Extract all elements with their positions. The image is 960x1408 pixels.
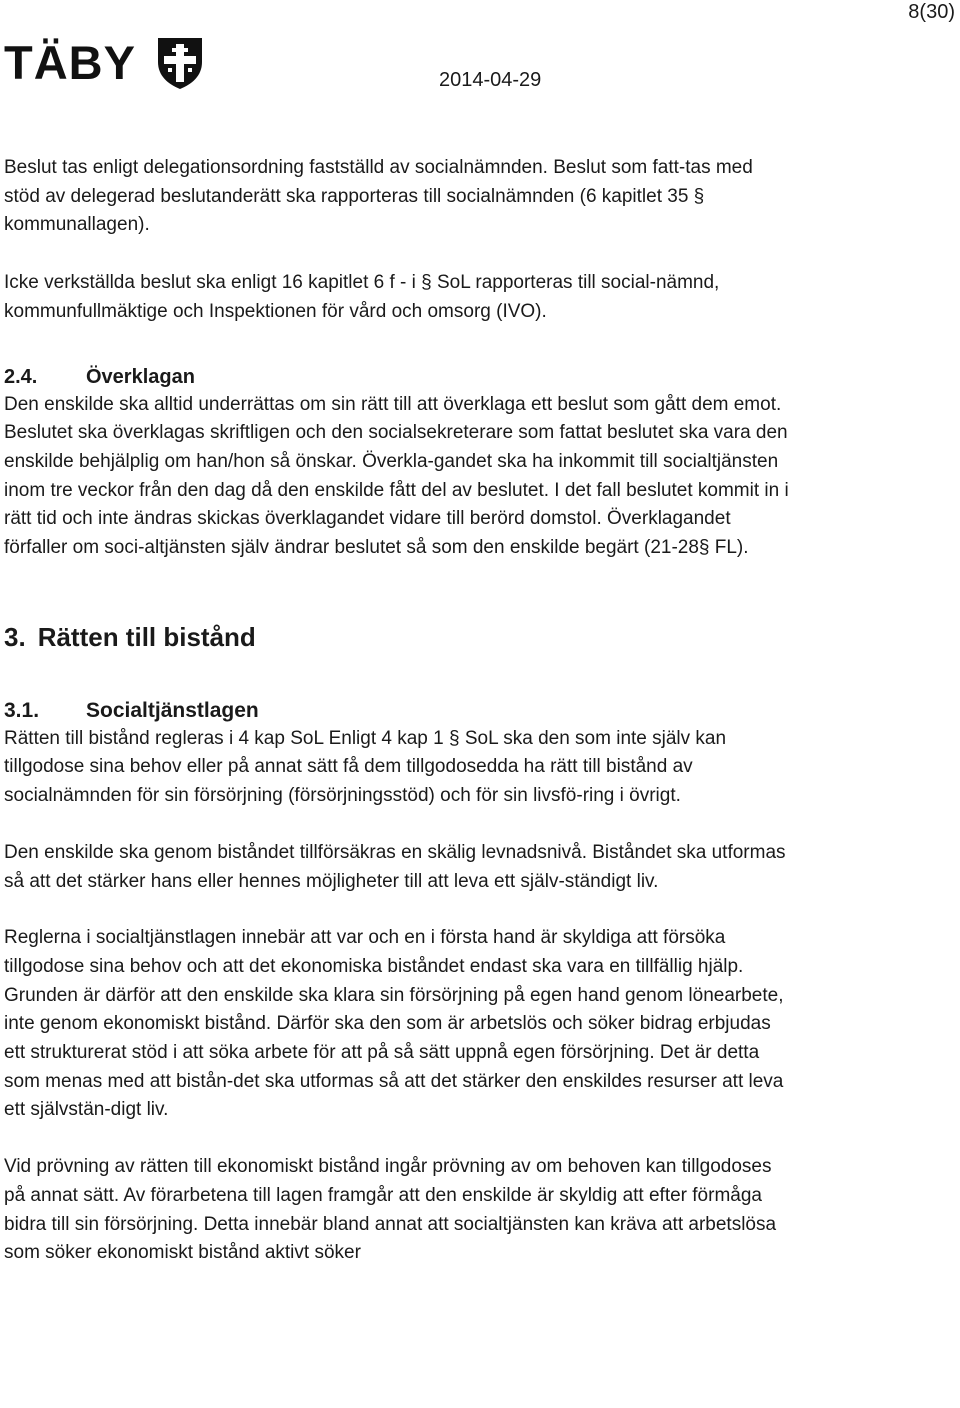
section-title: Socialtjänstlagen	[86, 698, 259, 722]
paragraph-assessment: Vid prövning av rätten till ekonomiskt bistånd ingår prövning av om behoven kan tillgodoses på annat sätt. Av förarbetena till lagen framgår att den enskilde är skyldig att efter förmåga bidra till sin försörjning. Detta innebär bland annat att socialtjänsten kan kräva att arbetslösa som söker ekonomiskt bistånd aktivt söker	[4, 1156, 777, 1264]
paragraph-delegation: Beslut tas enligt delegationsordning fastställd av socialnämnden. Beslut som fatt-tas med stöd av delegerad beslutanderätt ska rapporteras till socialnämnden (6 kapitlet 35 § kommunallagen).	[4, 157, 753, 236]
section-heading-3	[4, 621, 790, 653]
paragraph-right-to-assistance: Rätten till bistånd regleras i 4 kap SoL Enligt 4 kap 1 § SoL ska den som inte själv kan tillgodose sina behov eller på annat sätt få dem tillgodosedda ha rätt till bistånd av socialnämnden för sin försörjning (försörjningsstöd) och för sin livsfö-ring i övrigt.	[4, 727, 727, 807]
section-title: Rätten till bistånd	[37, 621, 256, 652]
document-body	[4, 154, 790, 1268]
section-title: Överklagan	[86, 365, 195, 388]
document-date: 2014-04-29	[439, 69, 542, 91]
section-number: 3.	[4, 621, 26, 652]
section-heading-2-4	[4, 363, 790, 391]
paragraph-unexecuted-decisions: Icke verkställda beslut ska enligt 16 kapitlet 6 f - i § SoL rapporteras till social-nämnd, kommunfullmäktige och Inspektionen för vård och omsorg (IVO).	[4, 272, 720, 322]
taby-logo	[4, 36, 204, 90]
paragraph-living-standard: Den enskilde ska genom biståndet tillförsäkras en skälig levnadsnivå. Biståndet ska utformas så att det stärker hans eller hennes möjligheter till att leva ett själv-ständigt liv.	[4, 841, 786, 892]
paragraph-rules: Reglerna i socialtjänstlagen innebär att var och en i första hand är skyldiga att försöka tillgodose sina behov och att det ekonomiska biståndet endast ska vara en tillfällig hjälp. Grunden är därför att den enskilde ska klara sin försörjning på egen hand genom lönearbete, inte genom ekonomiskt bistånd. Därför ska den som är arbetslös och söker bidrag erbjudas ett strukturerat stöd i att söka arbete för att på så sätt uppnå egen försörjning. Det är detta som menas med att bistån-det ska utformas så att det stärker den enskildes resurser att leva ett självstän-digt liv.	[4, 927, 784, 1121]
page-number: 8(30)	[908, 1, 955, 23]
paragraph-appeal: Den enskilde ska alltid underrättas om sin rätt till att överklaga ett beslut som gått dem emot. Beslutet ska överklagas skriftligen och den socialsekreterare som fattat beslutet ska vara den enskilde behjälplig om han/hon så önskar. Överkla-gandet ska ha inkommit till socialtjänsten inom tre veckor från den dag då den enskilde fått del av beslutet. I det fall beslutet kommit in i rätt tid och inte ändras skickas överklagandet vidare till berörd domstol. Överklagandet förfaller om soci-altjänsten själv ändrar beslutet så som den enskilde begärt (21-28§ FL).	[4, 393, 789, 559]
section-number: 2.4.	[4, 365, 38, 388]
section-number: 3.1.	[4, 698, 40, 722]
coat-of-arms-icon	[156, 36, 204, 90]
logo-wordmark: TÄBY	[4, 36, 136, 89]
section-heading-3-1	[4, 697, 790, 725]
